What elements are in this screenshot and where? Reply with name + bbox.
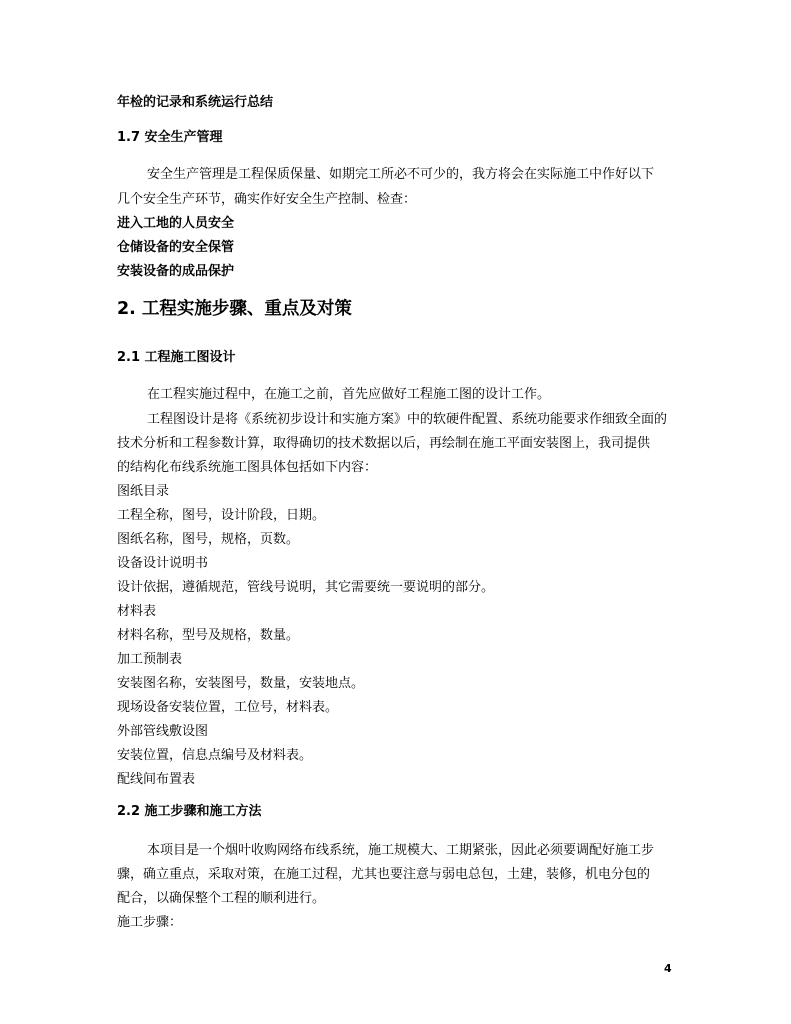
section-2-2-paragraph-line2: 骤，确立重点，采取对策，在施工过程，尤其也要注意与弱电总包，土建，装修，机电分包的 xyxy=(117,867,651,882)
page-number: 4 xyxy=(664,962,672,975)
section-2-2-paragraph-line3: 配合，以确保整个工程的顺利进行。 xyxy=(117,891,326,906)
steps-label: 施工步骤： xyxy=(117,915,183,930)
drawing-list-item: 材料表 xyxy=(117,604,157,619)
section-1-7-paragraph-line1: 安全生产管理是工程保质保量、如期完工所必不可少的，我方将会在实际施工中作好以下 xyxy=(147,167,655,182)
drawing-list-item: 工程全称，图号，设计阶段，日期。 xyxy=(117,508,326,523)
drawing-list-item: 加工预制表 xyxy=(117,652,183,667)
section-1-7-heading: 1.7 安全生产管理 xyxy=(117,130,223,145)
safety-item: 安装设备的成品保护 xyxy=(117,264,235,279)
drawing-list-item: 配线间布置表 xyxy=(117,772,196,787)
section-2-heading: 2. 工程实施步骤、重点及对策 xyxy=(117,299,352,319)
section-2-1-heading: 2.1 工程施工图设计 xyxy=(117,350,236,365)
drawing-list-item: 图纸名称，图号，规格，页数。 xyxy=(117,532,300,547)
drawing-list-item: 设备设计说明书 xyxy=(117,556,209,571)
section-2-1-paragraph1: 在工程实施过程中，在施工之前，首先应做好工程施工图的设计工作。 xyxy=(147,387,551,402)
drawing-list-item: 图纸目录 xyxy=(117,484,170,499)
drawing-list-item: 现场设备安装位置，工位号，材料表。 xyxy=(117,700,339,715)
intro-line: 年检的记录和系统运行总结 xyxy=(117,95,274,110)
section-1-7-paragraph-line2: 几个安全生产环节，确实作好安全生产控制、检查： xyxy=(117,192,417,207)
section-2-1-paragraph2-line1: 工程图设计是将《系统初步设计和实施方案》中的软硬件配置、系统功能要求作细致全面的 xyxy=(147,412,668,427)
section-2-2-paragraph-line1: 本项目是一个烟叶收购网络布线系统，施工规模大、工期紧张，因此必须要调配好施工步 xyxy=(147,843,655,858)
section-2-2-heading: 2.2 施工步骤和施工方法 xyxy=(117,804,262,819)
drawing-list-item: 设计依据，遵循规范，管线号说明，其它需要统一要说明的部分。 xyxy=(117,580,495,595)
section-2-1-paragraph2-line2: 技术分析和工程参数计算，取得确切的技术数据以后，再绘制在施工平面安装图上，我司提供 xyxy=(117,436,651,451)
drawing-list-item: 安装图名称，安装图号，数量，安装地点。 xyxy=(117,676,365,691)
drawing-list-item: 外部管线敷设图 xyxy=(117,724,209,739)
safety-item: 仓储设备的安全保管 xyxy=(117,240,235,255)
drawing-list-item: 安装位置，信息点编号及材料表。 xyxy=(117,748,313,763)
drawing-list-item: 材料名称，型号及规格，数量。 xyxy=(117,628,300,643)
safety-item: 进入工地的人员安全 xyxy=(117,216,235,231)
section-2-1-paragraph2-line3: 的结构化布线系统施工图具体包括如下内容： xyxy=(117,460,378,475)
